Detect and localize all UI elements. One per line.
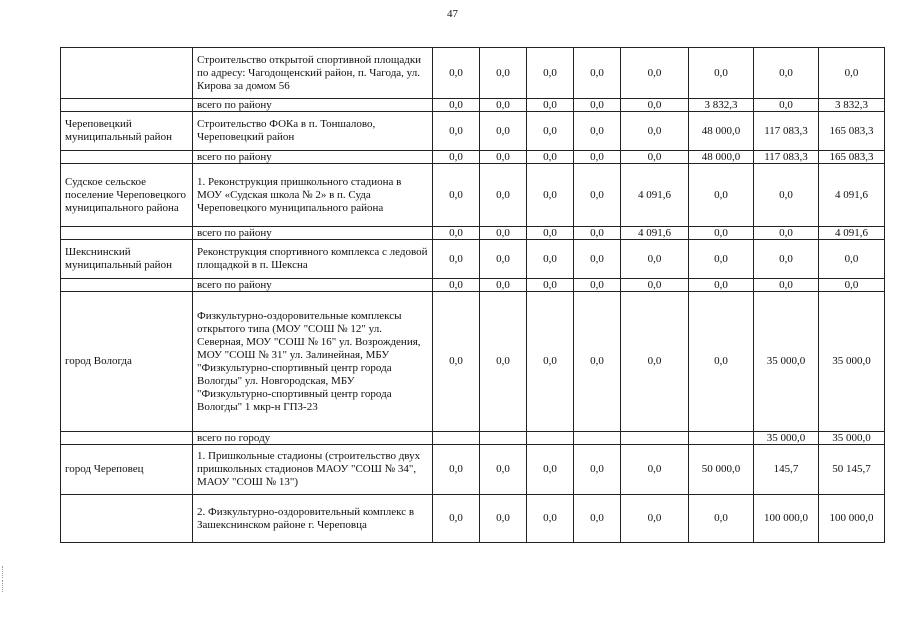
value-cell: 0,0	[689, 495, 754, 543]
value-cell: 4 091,6	[819, 164, 885, 227]
value-cell: 0,0	[574, 99, 621, 112]
area-cell	[61, 99, 193, 112]
value-cell: 0,0	[574, 240, 621, 279]
value-cell: 0,0	[527, 151, 574, 164]
value-cell: 0,0	[819, 48, 885, 99]
value-cell: 0,0	[819, 279, 885, 292]
table-row	[61, 292, 885, 432]
value-cell: 0,0	[689, 227, 754, 240]
value-cell: 0,0	[621, 240, 689, 279]
table-row	[61, 495, 885, 543]
value-cell: 0,0	[480, 99, 527, 112]
value-cell: 0,0	[527, 227, 574, 240]
value-cell: 0,0	[621, 495, 689, 543]
total-label: всего по району	[193, 151, 433, 164]
value-cell: 0,0	[621, 445, 689, 495]
value-cell: 0,0	[574, 48, 621, 99]
value-cell: 0,0	[574, 279, 621, 292]
value-cell: 0,0	[689, 164, 754, 227]
value-cell: 0,0	[527, 164, 574, 227]
page-number: 47	[447, 8, 458, 20]
value-cell: 165 083,3	[819, 151, 885, 164]
value-cell: 0,0	[574, 112, 621, 151]
value-cell: 0,0	[689, 48, 754, 99]
margin-mark	[2, 580, 5, 592]
value-cell: 3 832,3	[819, 99, 885, 112]
value-cell: 50 145,7	[819, 445, 885, 495]
value-cell: 0,0	[574, 445, 621, 495]
value-cell: 0,0	[527, 495, 574, 543]
project-cell: Физкультурно-оздоровительные комплексы открытого типа (МОУ "СОШ № 12" ул. Северная, МОУ "СОШ № 16" ул. Возрождения, МОУ "СОШ № 31" ул. Залинейная, МБУ "Физкультурно-спортивный центр города Вологды" ул. Новгородская, МБУ "Физкультурно-спортивный центр города Вологды" 1 мкр-н ГПЗ-23	[193, 292, 433, 432]
table-row	[61, 112, 885, 151]
value-cell	[574, 432, 621, 445]
total-label: всего по городу	[193, 432, 433, 445]
value-cell: 35 000,0	[819, 292, 885, 432]
area-cell	[61, 432, 193, 445]
value-cell: 4 091,6	[819, 227, 885, 240]
value-cell: 0,0	[689, 292, 754, 432]
value-cell: 0,0	[819, 240, 885, 279]
value-cell	[621, 432, 689, 445]
value-cell: 50 000,0	[689, 445, 754, 495]
table-row	[61, 445, 885, 495]
project-cell: Реконструкция спортивного комплекса с ледовой площадкой в п. Шексна	[193, 240, 433, 279]
value-cell: 117 083,3	[754, 112, 819, 151]
area-cell	[61, 279, 193, 292]
total-row	[61, 227, 885, 240]
value-cell: 0,0	[621, 112, 689, 151]
value-cell: 0,0	[574, 495, 621, 543]
value-cell: 0,0	[574, 164, 621, 227]
value-cell: 0,0	[433, 292, 480, 432]
project-cell: 2. Физкультурно-оздоровительный комплекс в Зашекснинском районе г. Череповца	[193, 495, 433, 543]
value-cell	[433, 432, 480, 445]
value-cell: 0,0	[480, 227, 527, 240]
area-cell: город Череповец	[61, 445, 193, 495]
area-cell	[61, 227, 193, 240]
value-cell: 0,0	[527, 48, 574, 99]
area-cell: Шекснинский муниципальный район	[61, 240, 193, 279]
value-cell: 0,0	[754, 279, 819, 292]
value-cell: 0,0	[754, 227, 819, 240]
value-cell: 0,0	[754, 164, 819, 227]
value-cell: 0,0	[433, 495, 480, 543]
area-cell: Череповецкий муниципальный район	[61, 112, 193, 151]
value-cell: 0,0	[480, 495, 527, 543]
value-cell: 0,0	[621, 151, 689, 164]
area-cell	[61, 48, 193, 99]
total-row	[61, 151, 885, 164]
value-cell: 0,0	[433, 151, 480, 164]
value-cell: 0,0	[754, 99, 819, 112]
value-cell: 0,0	[574, 227, 621, 240]
value-cell: 0,0	[480, 445, 527, 495]
value-cell: 35 000,0	[754, 432, 819, 445]
value-cell: 0,0	[689, 240, 754, 279]
value-cell: 0,0	[754, 240, 819, 279]
project-cell: Строительство ФОКа в п. Тоншалово, Череповецкий район	[193, 112, 433, 151]
value-cell: 0,0	[433, 227, 480, 240]
table-row	[61, 48, 885, 99]
value-cell: 35 000,0	[819, 432, 885, 445]
value-cell: 0,0	[527, 112, 574, 151]
value-cell	[527, 432, 574, 445]
value-cell: 0,0	[433, 48, 480, 99]
total-label: всего по району	[193, 99, 433, 112]
value-cell: 0,0	[527, 292, 574, 432]
total-row	[61, 279, 885, 292]
value-cell: 100 000,0	[754, 495, 819, 543]
value-cell: 0,0	[574, 151, 621, 164]
value-cell: 0,0	[433, 240, 480, 279]
value-cell: 0,0	[689, 279, 754, 292]
value-cell: 0,0	[433, 164, 480, 227]
value-cell: 100 000,0	[819, 495, 885, 543]
value-cell: 0,0	[621, 279, 689, 292]
value-cell: 0,0	[433, 279, 480, 292]
value-cell: 0,0	[480, 279, 527, 292]
value-cell: 117 083,3	[754, 151, 819, 164]
project-cell: Строительство открытой спортивной площадки по адресу: Чагодощенский район, п. Чагода, ул. Кирова за домом 56	[193, 48, 433, 99]
value-cell: 4 091,6	[621, 164, 689, 227]
value-cell: 0,0	[480, 240, 527, 279]
value-cell: 0,0	[480, 292, 527, 432]
table-row	[61, 164, 885, 227]
value-cell: 0,0	[433, 445, 480, 495]
area-cell	[61, 495, 193, 543]
value-cell: 0,0	[754, 48, 819, 99]
value-cell: 4 091,6	[621, 227, 689, 240]
value-cell: 0,0	[527, 99, 574, 112]
value-cell: 0,0	[433, 99, 480, 112]
value-cell: 0,0	[527, 445, 574, 495]
value-cell: 0,0	[480, 112, 527, 151]
value-cell: 0,0	[621, 48, 689, 99]
area-cell: город Вологда	[61, 292, 193, 432]
project-cell: 1. Реконструкция пришкольного стадиона в МОУ «Судская школа № 2» в п. Суда Череповецкого муниципального района	[193, 164, 433, 227]
value-cell: 0,0	[621, 99, 689, 112]
value-cell: 0,0	[480, 48, 527, 99]
total-row	[61, 432, 885, 445]
value-cell: 0,0	[527, 240, 574, 279]
value-cell: 0,0	[433, 112, 480, 151]
value-cell: 145,7	[754, 445, 819, 495]
value-cell: 0,0	[527, 279, 574, 292]
project-cell: 1. Пришкольные стадионы (строительство двух пришкольных стадионов МАОУ "СОШ № 34", МАОУ "СОШ № 13")	[193, 445, 433, 495]
value-cell	[480, 432, 527, 445]
area-cell: Судское сельское поселение Череповецкого муниципального района	[61, 164, 193, 227]
margin-mark	[2, 566, 5, 578]
value-cell: 0,0	[480, 151, 527, 164]
table-row	[61, 240, 885, 279]
value-cell: 35 000,0	[754, 292, 819, 432]
value-cell: 0,0	[621, 292, 689, 432]
value-cell: 48 000,0	[689, 151, 754, 164]
area-cell	[61, 151, 193, 164]
value-cell: 0,0	[480, 164, 527, 227]
value-cell: 0,0	[574, 292, 621, 432]
value-cell	[689, 432, 754, 445]
funding-table	[60, 47, 885, 543]
value-cell: 48 000,0	[689, 112, 754, 151]
total-row	[61, 99, 885, 112]
total-label: всего по району	[193, 227, 433, 240]
value-cell: 165 083,3	[819, 112, 885, 151]
total-label: всего по району	[193, 279, 433, 292]
value-cell: 3 832,3	[689, 99, 754, 112]
